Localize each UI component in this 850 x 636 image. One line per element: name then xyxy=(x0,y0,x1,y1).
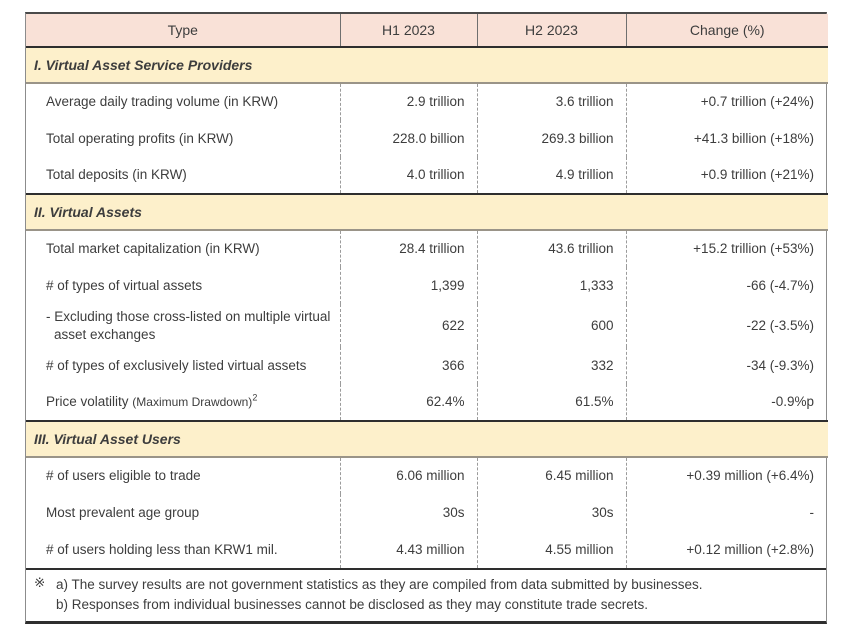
change-value: -0.9%p xyxy=(626,384,828,421)
h1-value: 28.4 trillion xyxy=(340,230,477,267)
table-row xyxy=(26,157,828,194)
h1-value: 2.9 trillion xyxy=(340,83,477,120)
change-value: +15.2 trillion (+53%) xyxy=(626,230,828,267)
column-header-type: Type xyxy=(26,14,340,47)
change-value: -66 (-4.7%) xyxy=(626,267,828,304)
virtual-asset-stats-table-container xyxy=(25,12,827,624)
section-title: II. Virtual Assets xyxy=(26,194,828,230)
table-row xyxy=(26,83,828,120)
section-title: I. Virtual Asset Service Providers xyxy=(26,47,828,83)
h2-value: 269.3 billion xyxy=(477,120,626,157)
row-label: # of users eligible to trade xyxy=(46,468,201,484)
row-label: # of users holding less than KRW1 mil. xyxy=(46,541,278,557)
change-value: +0.9 trillion (+21%) xyxy=(626,157,828,194)
table-body xyxy=(26,47,828,568)
footnote-line-b: b) Responses from individual businesses cannot be disclosed as they may constitute trade secrets. xyxy=(56,596,649,612)
h2-value: 4.55 million xyxy=(477,531,626,568)
change-value: +41.3 billion (+18%) xyxy=(626,120,828,157)
table-row xyxy=(26,531,828,568)
row-label-small: (Maximum Drawdown) xyxy=(132,395,253,410)
row-label-superscript: 2 xyxy=(252,392,258,403)
footnote-line-a: a) The survey results are not government statistics as they are compiled from data submitted by businesses. xyxy=(56,577,703,593)
table-row xyxy=(26,384,828,421)
h1-value: 4.0 trillion xyxy=(340,157,477,194)
row-label: # of types of virtual assets xyxy=(46,277,203,293)
footnote-block xyxy=(26,568,826,621)
row-label: # of types of exclusively listed virtual assets xyxy=(46,357,307,373)
column-header-change: Change (%) xyxy=(626,14,828,47)
h1-value: 228.0 billion xyxy=(340,120,477,157)
h1-value: 366 xyxy=(340,347,477,384)
h2-value: 61.5% xyxy=(477,384,626,421)
row-label: Total market capitalization (in KRW) xyxy=(46,241,260,257)
row-label: - Excluding those cross-listed on multiple virtual asset exchanges xyxy=(46,309,331,342)
table-row xyxy=(26,120,828,157)
h2-value: 4.9 trillion xyxy=(477,157,626,194)
h1-value: 4.43 million xyxy=(340,531,477,568)
h1-value: 6.06 million xyxy=(340,457,477,494)
h2-value: 332 xyxy=(477,347,626,384)
row-label: Average daily trading volume (in KRW) xyxy=(46,94,279,110)
h2-value: 600 xyxy=(477,304,626,347)
h1-value: 30s xyxy=(340,494,477,531)
change-value: +0.7 trillion (+24%) xyxy=(626,83,828,120)
change-value: -34 (-9.3%) xyxy=(626,347,828,384)
h2-value: 30s xyxy=(477,494,626,531)
section-header-row-2 xyxy=(26,194,828,230)
h2-value: 3.6 trillion xyxy=(477,83,626,120)
column-header-h1-2023: H1 2023 xyxy=(340,14,477,47)
row-label: Price volatility (Maximum Drawdown)$^2$ xyxy=(46,392,258,410)
h2-value: 43.6 trillion xyxy=(477,230,626,267)
table-row xyxy=(26,267,828,304)
change-value: +0.12 million (+2.8%) xyxy=(626,531,828,568)
section-header-row-3 xyxy=(26,421,828,457)
h1-value: 62.4% xyxy=(340,384,477,421)
table-row xyxy=(26,347,828,384)
change-value: -22 (-3.5%) xyxy=(626,304,828,347)
table-row xyxy=(26,494,828,531)
row-label: Total deposits (in KRW) xyxy=(46,167,187,183)
column-header-h2-2023: H2 2023 xyxy=(477,14,626,47)
row-label: Most prevalent age group xyxy=(46,504,200,520)
change-value: +0.39 million (+6.4%) xyxy=(626,457,828,494)
h1-value: 1,399 xyxy=(340,267,477,304)
row-label: Total operating profits (in KRW) xyxy=(46,130,234,146)
h2-value: 6.45 million xyxy=(477,457,626,494)
footnote-lines xyxy=(56,575,703,614)
section-header-row-1 xyxy=(26,47,828,83)
section-title: III. Virtual Asset Users xyxy=(26,421,828,457)
table-row xyxy=(26,230,828,267)
table-row xyxy=(26,457,828,494)
virtual-asset-stats-table xyxy=(26,14,828,568)
table-header xyxy=(26,14,828,47)
table-row xyxy=(26,304,828,347)
h1-value: 622 xyxy=(340,304,477,347)
h2-value: 1,333 xyxy=(477,267,626,304)
footnote-marker: ※ xyxy=(34,575,46,591)
change-value: - xyxy=(626,494,828,531)
header-row xyxy=(26,14,828,47)
